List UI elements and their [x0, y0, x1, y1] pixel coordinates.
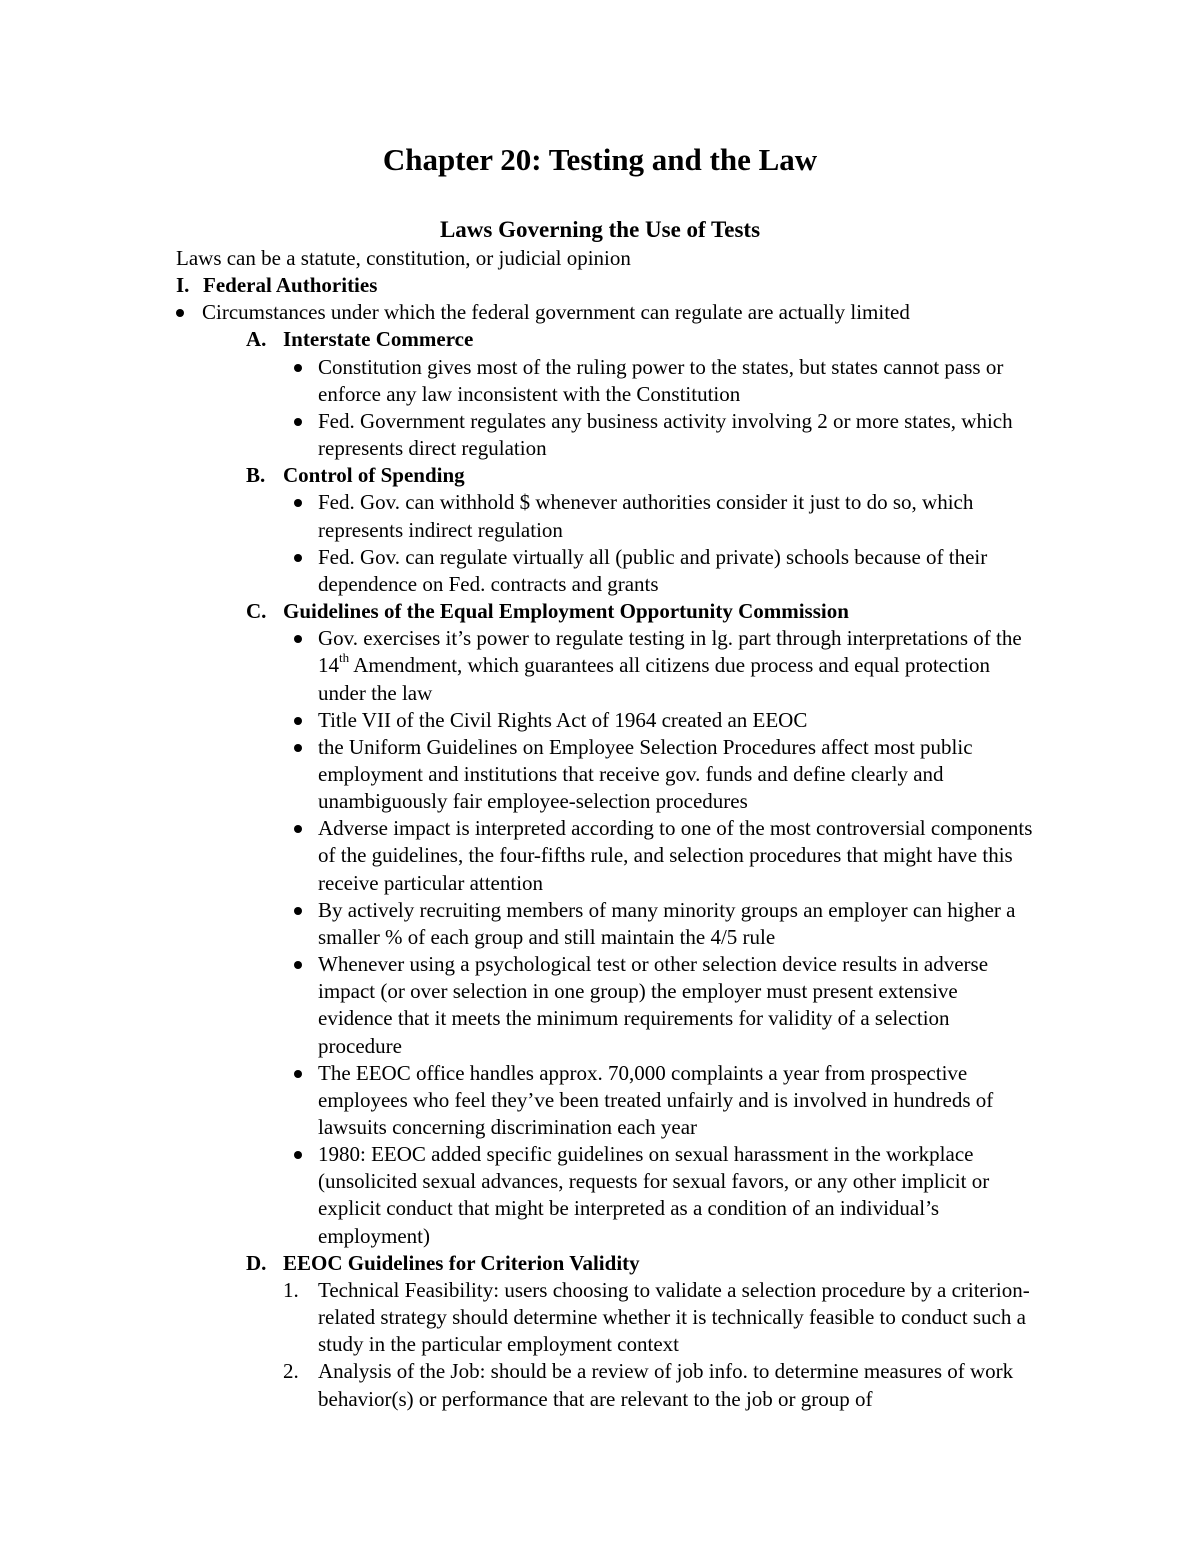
list-item: The EEOC office handles approx. 70,000 complaints a year from prospective employees who feel they’ve been treated unfairly and is involved in hundreds of lawsuits concerning discrimination each year — [176, 1060, 1036, 1141]
subsection-eeoc-guidelines — [176, 598, 1036, 625]
bullet-icon — [294, 1070, 302, 1078]
bullet-icon — [294, 744, 302, 752]
bullet-icon — [294, 717, 302, 725]
bullet-icon — [294, 961, 302, 969]
list-item: Fed. Gov. can withhold $ whenever authorities consider it just to do so, which represents indirect regulation — [176, 489, 1036, 543]
letter-marker: D. — [246, 1250, 267, 1275]
bullet-icon — [294, 364, 302, 372]
number-marker: 2. — [283, 1359, 299, 1384]
bullet-icon — [294, 907, 302, 915]
subsection-heading: EEOC Guidelines for Criterion Validity — [283, 1250, 640, 1275]
section-subtitle: Laws Governing the Use of Tests — [439, 217, 761, 242]
ordinal-superscript: th — [339, 650, 350, 666]
bullet-icon — [294, 1151, 302, 1159]
letter-marker: B. — [246, 463, 266, 488]
letter-marker: A. — [246, 327, 267, 352]
number-marker: 1. — [283, 1277, 299, 1302]
list-item: Fed. Gov. can regulate virtually all (public and private) schools because of their dependence on Fed. contracts and grants — [176, 544, 1036, 598]
list-item: the Uniform Guidelines on Employee Selection Procedures affect most public employment and institutions that receive gov. funds and define clearly and unambiguously fair employee-selection procedures — [176, 734, 1036, 815]
subsection-control-of-spending — [176, 462, 1036, 489]
subsection-criterion-validity — [176, 1250, 1036, 1277]
bullet-icon — [294, 635, 302, 643]
numbered-item: 2. Analysis of the Job: should be a review of job info. to determine measures of work behavior(s) or performance that are relevant to the job or group of — [283, 1359, 1014, 1411]
section-federal-authorities — [176, 272, 1036, 299]
numbered-item: 1. Technical Feasibility: users choosing to validate a selection procedure by a criterion-related strategy should determine whether it is technically feasible to conduct such a study in the particular employment context — [283, 1277, 1030, 1357]
list-item: Circumstances under which the federal government can regulate are actually limited — [176, 299, 1036, 326]
subsection-heading: Guidelines of the Equal Employment Opportunity Commission — [283, 599, 849, 624]
subsection-interstate-commerce — [176, 326, 1036, 353]
bullet-icon — [294, 554, 302, 562]
list-item: Title VII of the Civil Rights Act of 1964 created an EEOC — [176, 707, 1036, 734]
chapter-title: Chapter 20: Testing and the Law — [382, 142, 818, 177]
list-item: Constitution gives most of the ruling power to the states, but states cannot pass or enforce any law inconsistent with the Constitution — [176, 354, 1036, 408]
section-heading: Federal Authorities — [203, 273, 378, 298]
bullet-icon — [294, 499, 302, 507]
intro-line: Laws can be a statute, constitution, or judicial opinion — [176, 246, 631, 270]
bullet-icon — [176, 309, 184, 317]
list-item: By actively recruiting members of many minority groups an employer can higher a smaller % of each group and still maintain the 4/5 rule — [176, 897, 1036, 951]
bullet-icon — [294, 418, 302, 426]
list-item: Gov. exercises it’s power to regulate testing in lg. part through interpretations of the 14th Amendment, which guarantees all citizens due process and equal protection under the law — [176, 625, 1036, 706]
subsection-heading: Control of Spending — [283, 463, 465, 488]
roman-numeral-marker: I. — [176, 273, 190, 298]
list-item: Fed. Government regulates any business activity involving 2 or more states, which represents direct regulation — [176, 408, 1036, 462]
list-item: Whenever using a psychological test or other selection device results in adverse impact (or over selection in one group) the employer must present extensive evidence that it meets the minimum requirements for validity of a selection procedure — [176, 951, 1036, 1060]
subsection-heading: Interstate Commerce — [283, 327, 474, 352]
list-item: Adverse impact is interpreted according to one of the most controversial components of the guidelines, the four-fifths rule, and selection procedures that might have this receive particular attention — [176, 815, 1036, 896]
bullet-icon — [294, 825, 302, 833]
list-item: 1980: EEOC added specific guidelines on sexual harassment in the workplace (unsolicited sexual advances, requests for sexual favors, or any other implicit or explicit conduct that might be interpreted as a condition of an individual’s employment) — [176, 1141, 1036, 1250]
document-body — [176, 245, 1036, 1413]
letter-marker: C. — [246, 599, 267, 624]
